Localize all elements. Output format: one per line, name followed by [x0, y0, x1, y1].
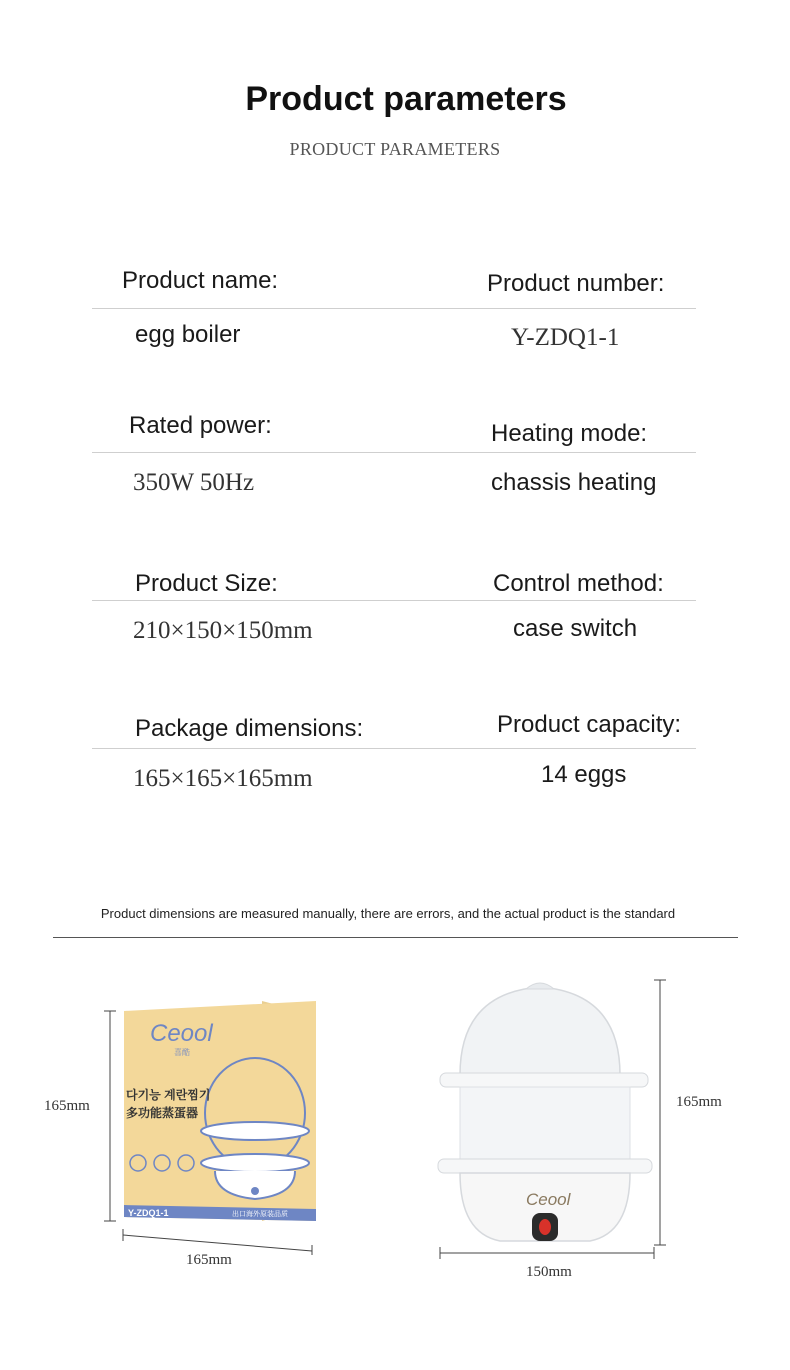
package-box-image — [100, 995, 340, 1255]
product-width-label: 150mm — [526, 1264, 572, 1280]
box-height-label: 165mm — [44, 1098, 90, 1114]
package-dimensions-value: 165×165×165mm — [133, 765, 313, 792]
product-capacity-label: Product capacity: — [497, 711, 682, 738]
box-brand-sub: 喜酷 — [174, 1048, 190, 1057]
divider — [92, 600, 696, 601]
box-width-label: 165mm — [186, 1252, 232, 1268]
product-name-label: Product name: — [122, 267, 279, 294]
product-height-label: 165mm — [676, 1094, 722, 1110]
box-model: Y-ZDQ1-1 — [128, 1208, 169, 1218]
power-switch-icon — [539, 1219, 551, 1235]
heating-mode-value: chassis heating — [491, 469, 657, 496]
egg-boiler-image — [430, 975, 670, 1265]
box-chinese-title: 多功能蒸蛋器 — [126, 1106, 199, 1120]
product-size-value: 210×150×150mm — [133, 617, 313, 644]
divider — [92, 748, 696, 749]
box-brand: Ceool — [150, 1020, 213, 1047]
measurement-note: Product dimensions are measured manually, there are errors, and the actual product is the standard — [100, 906, 676, 921]
control-method-value: case switch — [513, 615, 638, 642]
heating-mode-label: Heating mode: — [491, 420, 648, 447]
divider — [92, 308, 696, 309]
product-size-label: Product Size: — [135, 570, 278, 597]
page-title: Product parameters — [245, 80, 567, 118]
rated-power-value: 350W 50Hz — [133, 469, 255, 496]
product-capacity-value: 14 eggs — [541, 761, 627, 788]
product-brand: Ceool — [526, 1190, 571, 1209]
box-footer: 出口海外原装品质 — [232, 1211, 288, 1218]
divider — [92, 452, 696, 453]
note-divider — [53, 937, 738, 938]
product-name-value: egg boiler — [135, 321, 241, 348]
product-number-value: Y-ZDQ1-1 — [511, 324, 620, 351]
product-number-label: Product number: — [487, 270, 665, 297]
page-subtitle: PRODUCT PARAMETERS — [289, 139, 501, 159]
package-dimensions-label: Package dimensions: — [135, 715, 364, 742]
box-korean-title: 다기능 계란찜기 — [126, 1088, 211, 1102]
control-method-label: Control method: — [493, 570, 664, 597]
rated-power-label: Rated power: — [129, 412, 272, 439]
